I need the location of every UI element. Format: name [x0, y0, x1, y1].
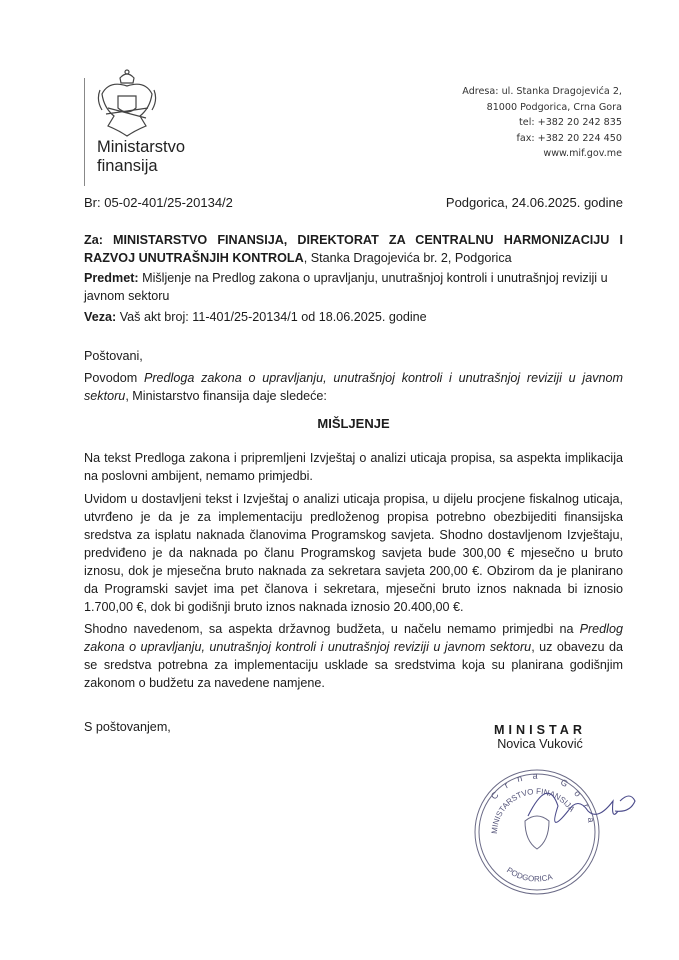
- official-seal: [470, 766, 670, 909]
- reference: [84, 308, 623, 326]
- paragraph-1: [84, 449, 623, 485]
- law-title: Predlog zakona o upravljanju, unutrašnjoj kontroli i unutrašnjoj reviziji u javnom sektoru: [84, 622, 623, 654]
- subject-label: Predmet:: [84, 271, 139, 285]
- address-line: Adresa: ul. Stanka Dragojevića 2,: [462, 86, 622, 97]
- ministry-name-line: Ministarstvo: [97, 138, 186, 156]
- signatory-title: MINISTAR: [494, 723, 586, 737]
- paragraph-2: [84, 490, 623, 616]
- subject: [84, 269, 623, 305]
- conclusion: [84, 620, 623, 692]
- reference-number: Br: 05-02-401/25-20134/2: [84, 195, 233, 210]
- law-title: Predloga zakona o upravljanju, unutrašnjoj kontroli i unutrašnjoj reviziji u javnom sektoru: [84, 371, 624, 403]
- closing: S poštovanjem,: [84, 720, 171, 734]
- ministry-name: [97, 138, 185, 176]
- address-line: 81000 Podgorica, Crna Gora: [486, 101, 622, 113]
- header-divider: [84, 78, 85, 186]
- seal-text-bottom: PODGORICA: [505, 865, 554, 884]
- recipient: [84, 231, 623, 267]
- subject-text: Mišljenje na Predlog zakona o upravljanju, unutrašnjoj kontroli i unutrašnjoj reviziji u javnom sektoru: [84, 271, 608, 303]
- ministry-name-line: finansija: [97, 157, 158, 175]
- seal-text-middle: MINISTARSTVO FINANSIJA: [489, 786, 577, 835]
- signature-block: [494, 723, 586, 751]
- recipient-label: Za:: [84, 233, 103, 247]
- conclusion-text: , uz obavezu da se sredstva potrebna za implementaciju usklade sa sredstvima koja su planirana godišnjim zakonom o budžetu za navedene namjene.: [84, 640, 624, 690]
- recipient-name: MINISTARSTVO FINANSIJA, DIREKTORAT ZA CENTRALNU HARMONIZACIJU I RAZVOJ UNUTRAŠNJIH KONTROLA: [84, 233, 623, 265]
- seal-text-top: Crna Gora: [488, 770, 598, 833]
- intro-text: Povodom: [84, 371, 144, 385]
- phone: tel: +382 20 242 835: [519, 117, 622, 128]
- coat-of-arms-logo: [92, 68, 162, 140]
- document-title: MIŠLJENJE: [317, 416, 390, 431]
- signatory-name: Novica Vuković: [497, 737, 583, 751]
- document-date: Podgorica, 24.06.2025. godine: [445, 195, 623, 210]
- intro: [84, 369, 623, 405]
- greeting: Poštovani,: [84, 349, 143, 363]
- paragraph-text: Na tekst Predloga zakona i pripremljeni Izvještaj o analizi uticaja propisa, sa aspekta implikacija na poslovni ambijent, nemamo primjedbi.: [84, 451, 623, 483]
- fax: fax: +382 20 224 450: [516, 132, 622, 144]
- conclusion-text: Shodno navedenom, sa aspekta državnog budžeta, u načelu nemamo primjedbi na: [84, 622, 580, 636]
- paragraph-text: Uvidom u dostavljeni tekst i Izvještaj o analizi uticaja propisa, u dijelu procjene fiskalnog uticaja, utvrđeno je da je za implementaciju predloženog propisa potrebno obezbijediti finansijska sredstva za isplatu naknada članovima Programskog savjeta. Shodno dostavljenom Izvještaju, predviđeno je da naknada po članu Programskog savjeta bude 300,00 € mjesečno u bruto iznosu, dok je mjesečna bruto naknada za sekretara savjeta 200,00 €. Obzirom da je planirano da Programski savjet ima pet članova i sekretara, mjesečni bruto iznos naknada bi iznosio 1.700,00 €, dok bi godišnji bruto iznos naknada iznosio 20.400,00 €.: [84, 492, 623, 614]
- intro-text: , Ministarstvo finansija daje sledeće:: [125, 389, 327, 403]
- recipient-address: , Stanka Dragojevića br. 2, Podgorica: [303, 251, 512, 265]
- website-link[interactable]: www.mif.gov.me: [543, 148, 622, 159]
- reference-label: Veza:: [84, 310, 117, 324]
- contact-address: [462, 84, 622, 162]
- letter-body: [84, 231, 623, 736]
- reference-text: Vaš akt broj: 11-401/25-20134/1 od 18.06.2025. godine: [116, 310, 427, 324]
